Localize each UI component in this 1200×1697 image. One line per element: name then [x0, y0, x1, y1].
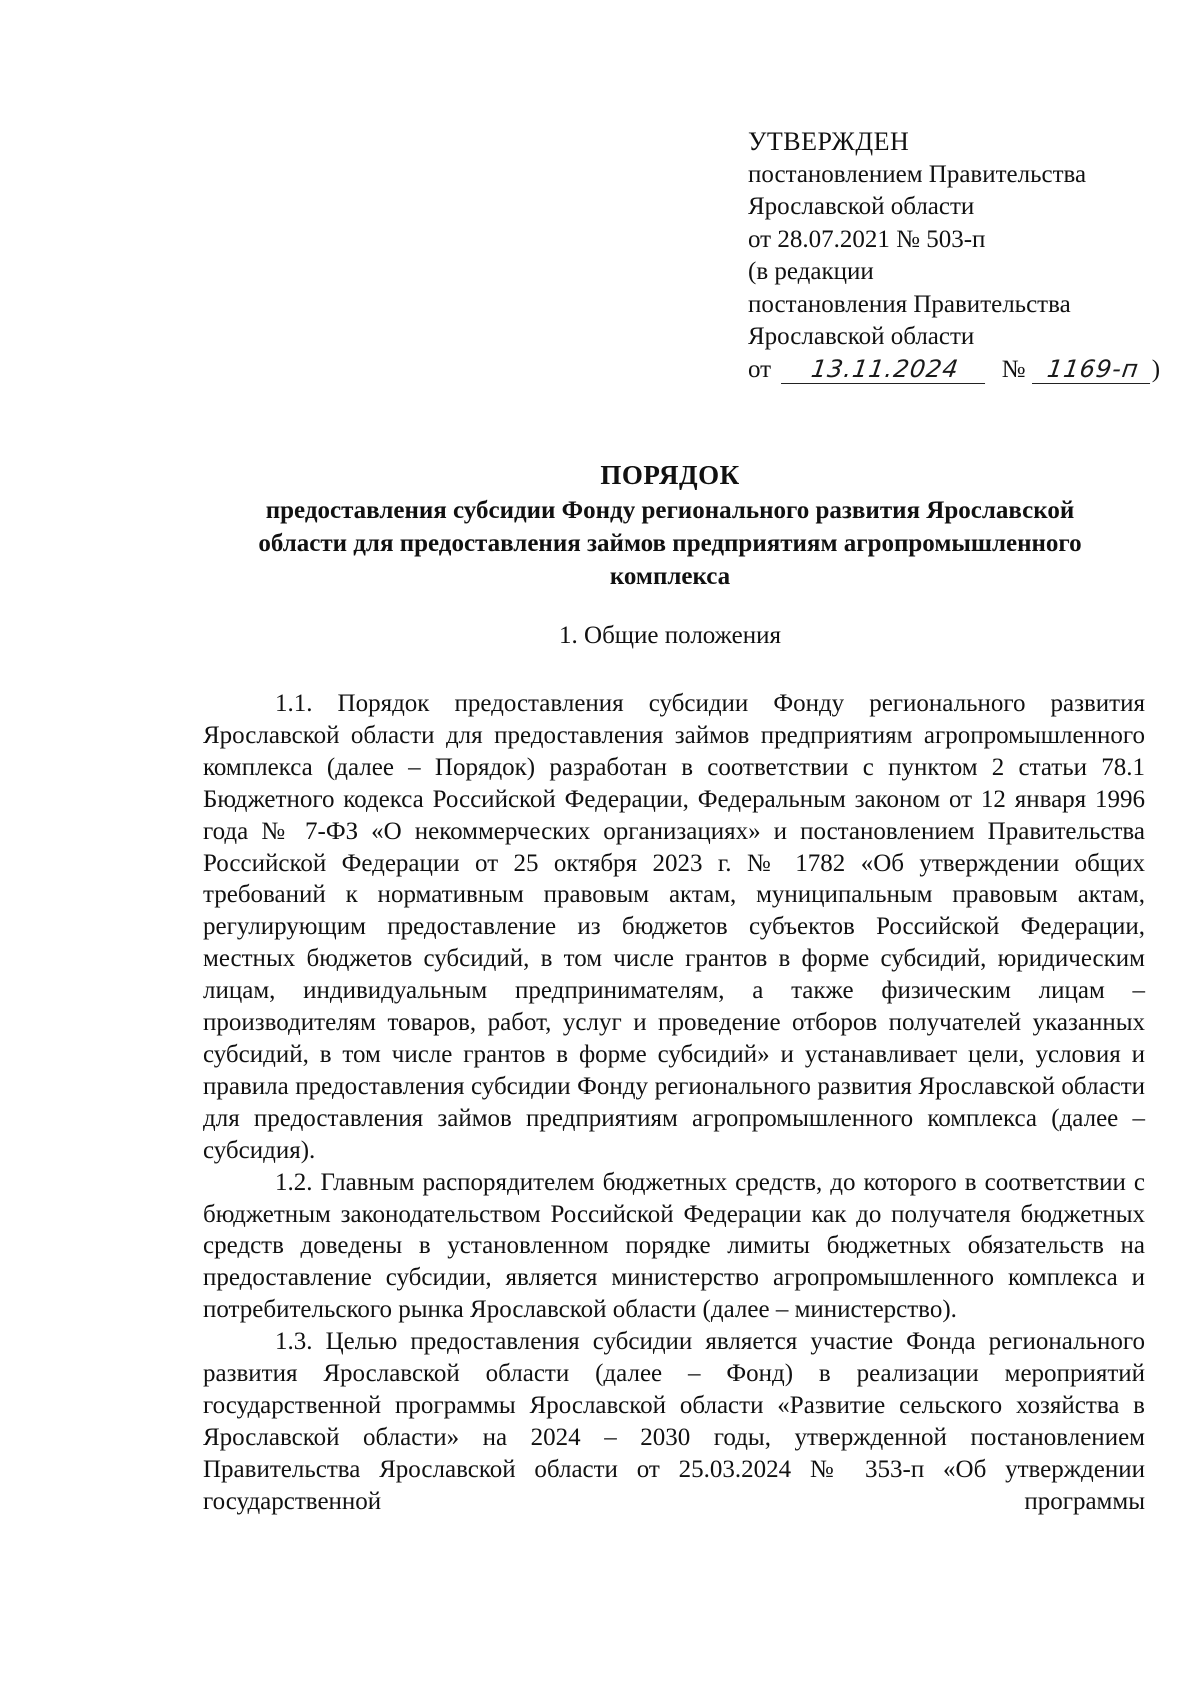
approval-line-2: Ярославской области [748, 193, 975, 220]
title-main: ПОРЯДОК [600, 460, 740, 490]
paragraph-1-2: 1.2. Главным распорядителем бюджетных средств, до которого в соответствии с бюджетным законодательством Российской Федерации как до получателя бюджетных средств доведены в установленном порядке лимиты бюджетных обязательств на предоставление субсидии, является министерство агропромышленного комплекса и потребительского рынка Ярославской области (далее – министерство). [203, 1168, 1145, 1324]
approval-line-6: Ярославской области [748, 323, 975, 350]
handwritten-date: 13.11.2024 [781, 355, 989, 384]
document-title [200, 456, 1140, 593]
closing-paren: ) [1151, 355, 1161, 383]
approval-line-1: постановлением Правительства [748, 160, 1087, 188]
approval-line-5: постановления Правительства [748, 290, 1071, 318]
section-heading: 1. Общие положения [559, 622, 781, 649]
title-subtitle-line-1: предоставления субсидии Фонду регионального развития Ярославской [265, 497, 1075, 524]
handwritten-number: 1169-п [1032, 355, 1154, 384]
approval-heading: УТВЕРЖДЕН [748, 127, 910, 156]
from-label: от [748, 355, 772, 383]
paragraph-1-3: 1.3. Целью предоставления субсидии является участие Фонда регионального развития Ярославской области (далее – Фонд) в реализации мероприятий государственной программы Ярославской области «Развитие сельского хозяйства в Ярославской области» на 2024 – 2030 годы, утвержденной постановлением Правительства Ярославской области от 25.03.2024 № 353-п «Об утверждении государственной программы [203, 1328, 1145, 1515]
approval-block [748, 126, 1188, 386]
paragraph-1-1: 1.1. Порядок предоставления субсидии Фонду регионального развития Ярославской области для предоставления займов предприятиям агропромышленного комплекса (далее – Порядок) разработан в соответствии с пунктом 2 статьи 78.1 Бюджетного кодекса Российской Федерации, Федеральным законом от 12 января 1996 года № 7-ФЗ «О некоммерческих организациях» и постановлением Правительства Российской Федерации от 25 октября 2023 г. № 1782 «Об утверждении общих требований к нормативным правовым актам, муниципальным правовым актам, регулирующим предоставление из бюджетов субъектов Российской Федерации, местных бюджетов субсидий, в том числе грантов в форме субсидий, юридическим лицам, индивидуальным предпринимателям, а также физическим лицам – производителям товаров, работ, услуг и проведение отборов получателей указанных субсидий, в том числе грантов в форме субсидий» и устанавливает цели, условия и правила предоставления субсидии Фонду регионального развития Ярославской области для предоставления займов предприятиям агропромышленного комплекса (далее – субсидия). [203, 690, 1145, 1164]
approval-line-4: (в редакции [748, 258, 874, 285]
title-subtitle-line-2: области для предоставления займов предприятиям агропромышленного [258, 530, 1082, 557]
title-subtitle-line-3: комплекса [609, 563, 731, 590]
number-label: № [1001, 355, 1026, 383]
approval-line-7 [748, 354, 1188, 387]
document-body [203, 688, 1145, 1518]
approval-line-3: от 28.07.2021 № 503-п [748, 225, 986, 253]
